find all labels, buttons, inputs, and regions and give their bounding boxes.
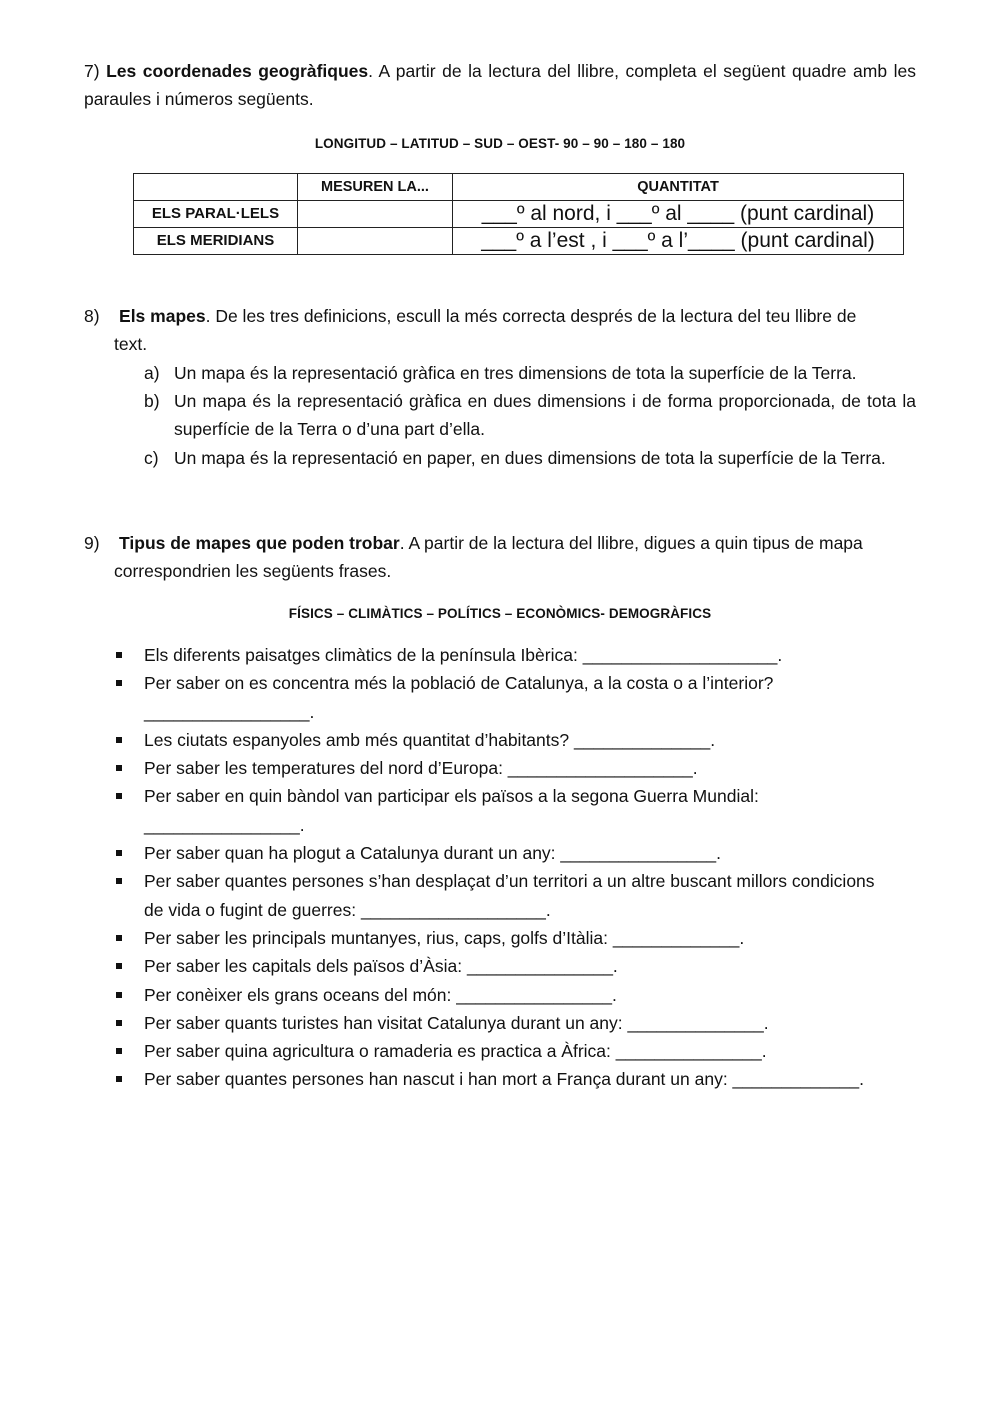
list-item[interactable] [114,1009,916,1037]
list-item[interactable] [114,839,916,867]
q8-title: Els mapes [119,306,206,326]
map-type-list [114,641,916,1094]
list-item[interactable] [114,669,916,726]
item-text: Per saber les temperatures del nord d’Europa: ___________________. [144,758,698,779]
coordinates-table [133,173,904,255]
item-text: Per saber quina agricultura o ramaderia es practica a Àfrica: _______________. [144,1041,767,1062]
q9-text-line2: correspondrien les següents frases. [114,561,392,581]
option-letter: b) [144,391,160,411]
item-text: Per saber les principals muntanyes, rius, caps, golfs d’Itàlia: _____________. [144,927,745,948]
bullet-square-icon [116,935,122,941]
bullet-square-icon [116,1048,122,1054]
list-item[interactable] [114,981,916,1009]
table-row [134,228,904,255]
bullet-square-icon [116,850,122,856]
list-item[interactable] [114,952,916,980]
q9-number: 9) [84,533,100,553]
list-item[interactable] [114,641,916,669]
item-text: Per saber les capitals dels països d’Àsia: _______________. [144,956,618,977]
item-text: Els diferents paisatges climàtics de la península Ibèrica: ____________________. [144,645,783,665]
quantity-cell-meridians[interactable]: ___º a l’est , i ___º a l’____ (punt cardinal) [453,228,904,255]
q8-text-line2: text. [114,334,148,354]
row-label-meridians: ELS MERIDIANS [134,228,298,255]
q9-heading [84,529,916,557]
header-measure-cell: MESUREN LA... [298,174,453,201]
q7-heading [84,57,916,113]
list-item[interactable] [114,1065,916,1093]
list-item[interactable] [114,867,916,924]
item-text: Per saber on es concentra més la població de Catalunya, a la costa o a l’interior? [144,673,774,694]
list-item[interactable] [114,782,916,839]
option-letter: c) [144,448,159,468]
option-text: Un mapa és la representació en paper, en dues dimensions de tota la superfície de la Terra. [174,448,886,468]
bullet-square-icon [116,652,122,658]
bullet-square-icon [116,992,122,998]
list-item[interactable] [114,1037,916,1065]
bullet-square-icon [116,793,122,799]
item-continuation: de vida o fugint de guerres: ___________________. [144,899,551,920]
item-text: Per saber quants turistes han visitat Catalunya durant un any: ______________. [144,1012,769,1033]
bullet-square-icon [116,765,122,771]
item-text: Per saber en quin bàndol van participar els països a la segona Guerra Mundial: [144,786,759,807]
q9-text-line1: . A partir de la lectura del llibre, digues a quin tipus de mapa [399,533,863,553]
q7-title: Les coordenades geogràfiques [106,61,369,81]
q8-text-line1: . De les tres definicions, escull la més correcta després de la lectura del teu llibre de [205,306,857,326]
option-letter: a) [144,363,160,383]
bullet-square-icon [116,1020,122,1026]
list-item[interactable] [114,754,916,782]
q9-wordbank: FÍSICS – CLIMÀTICS – POLÍTICS – ECONÒMICS- DEMOGRÀFICS [288,606,712,621]
row-label-parallels: ELS PARAL·LELS [134,201,298,228]
list-item[interactable] [114,924,916,952]
item-continuation: _________________. [144,701,315,722]
bullet-square-icon [116,878,122,884]
bullet-square-icon [116,680,122,686]
header-blank-cell [134,174,298,201]
answer-cell-meridians[interactable] [298,228,453,255]
q8-number: 8) [84,306,100,326]
bullet-square-icon [116,737,122,743]
q9-title: Tipus de mapes que poden trobar [119,533,400,553]
table-row [134,201,904,228]
answer-cell-parallels[interactable] [298,201,453,228]
q7-wordbank: LONGITUD – LATITUD – SUD – OEST- 90 – 90 – 180 – 180 [314,136,686,151]
header-quantity-cell: QUANTITAT [453,174,904,201]
item-continuation: ________________. [144,814,305,835]
quantity-cell-parallels[interactable]: ___º al nord, i ___º al ____ (punt cardinal) [453,201,904,228]
option-text: Un mapa és la representació gràfica en dues dimensions i de forma proporcionada, de tota la superfície de la Terra o d’una part d’ella. [174,391,916,439]
item-text: Per saber quantes persones s’han desplaçat d’un territori a un altre buscant millors condicions [144,871,875,892]
list-item[interactable] [114,726,916,754]
q8-heading [84,302,916,330]
bullet-square-icon [116,963,122,969]
item-text: Les ciutats espanyoles amb més quantitat d’habitants? ______________. [144,729,716,750]
bullet-square-icon [116,1076,122,1082]
item-text: Per saber quantes persones han nascut i han mort a França durant un any: _____________. [144,1069,864,1090]
item-text: Per conèixer els grans oceans del món: ________________. [144,984,617,1005]
q7-text: . A partir de la lectura del llibre, completa el següent quadre amb les paraules i números següents. [84,61,916,109]
q7-number: 7) [84,61,100,81]
item-text: Per saber quan ha plogut a Catalunya durant un any: ________________. [144,843,721,864]
option-text: Un mapa és la representació gràfica en tres dimensions de tota la superfície de la Terra. [174,363,857,383]
table-header-row [134,174,904,201]
